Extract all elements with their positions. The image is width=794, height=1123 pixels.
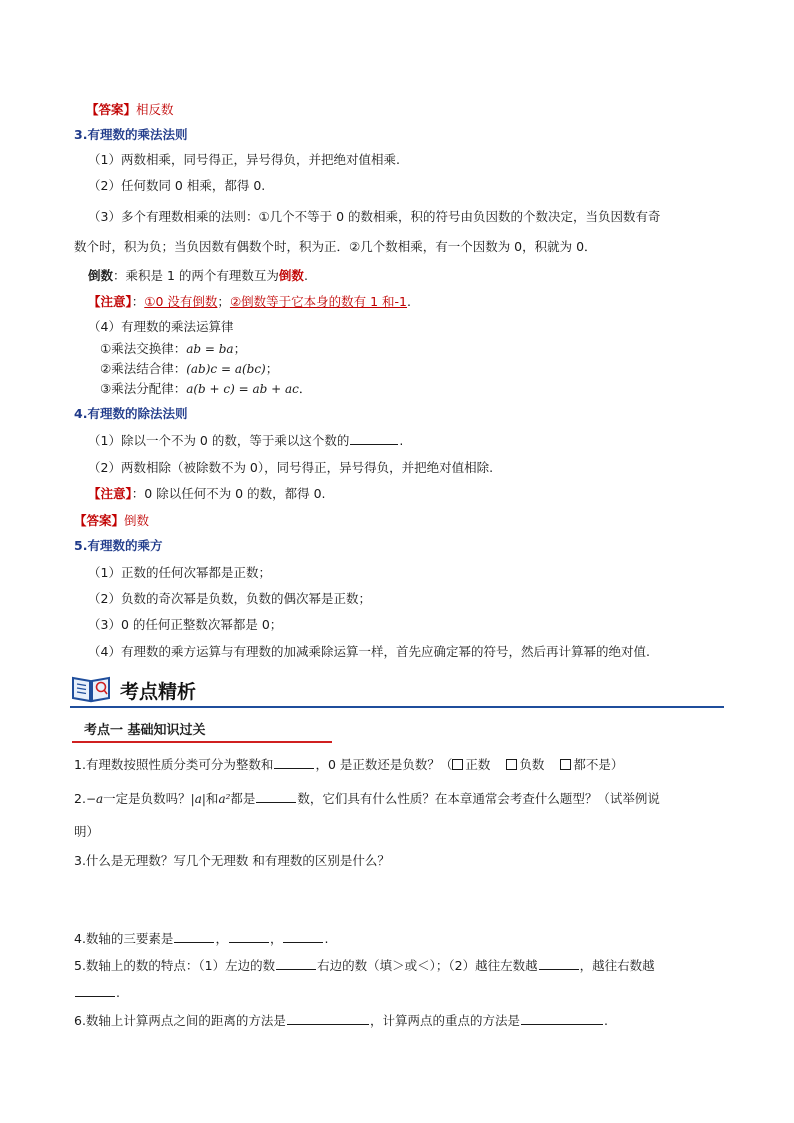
punct: ； [233,341,247,356]
note-text: ：0 除以任何不为 0 的数，都得 0. [131,486,326,501]
punct: . [603,1013,608,1028]
punct: ， [215,931,228,946]
note-line-1 [88,293,411,311]
option-label: 正数 [465,757,491,772]
question-1 [74,756,623,774]
question-2 [74,790,660,808]
note-point-1: ①0 没有倒数 [144,294,218,309]
punct: ； [217,294,230,309]
text: 一定是负数吗？ [103,791,191,806]
punct: . [116,985,120,1000]
answer-line-1 [86,101,174,119]
law-distributive [100,380,311,398]
section-title-division: 4.有理数的除法法则 [74,406,188,421]
fill-blank[interactable] [283,930,323,943]
section-header [70,672,724,708]
book-icon [70,672,112,704]
text-line: （2）任何数同 0 相乘，都得 0. [88,178,266,193]
text: 2. [74,791,86,806]
punct: ； [265,361,279,376]
text: 都是 [230,791,256,806]
punct: . [303,268,308,283]
text: 6.数轴上计算两点之间的距离的方法是 [74,1013,286,1028]
section-title-power: 5.有理数的乘方 [74,538,163,553]
fill-blank[interactable] [539,957,579,970]
section-title-multiplication: 3.有理数的乘法法则 [74,127,188,142]
checkbox-negative[interactable] [506,759,517,770]
fill-blank[interactable] [287,1012,369,1025]
text: 5.数轴上的数的特点：（1）左边的数 [74,958,276,973]
fill-blank[interactable] [256,790,296,803]
law-commutative [100,340,246,358]
law-label: ③乘法分配律： [100,381,187,396]
text: 和 [205,791,219,806]
reciprocal-term: 倒数 [278,268,304,283]
answer-tag: 【答案】 [74,513,125,528]
note-line-2 [88,485,326,503]
fill-blank[interactable] [174,930,214,943]
formula-a-squared: a² [218,792,231,806]
punct: . [399,433,404,448]
text: 4.数轴的三要素是 [74,931,174,946]
section-header-title: 考点精析 [120,681,197,703]
question-4 [74,930,328,948]
text-line: （4）有理数的乘法运算律 [88,319,234,334]
question-3: 3.什么是无理数？写几个无理数 和有理数的区别是什么？ [74,853,390,868]
fill-blank[interactable] [229,930,269,943]
reciprocal-text: ：乘积是 1 的两个有理数互为 [113,268,279,283]
text-line: （1）正数的任何次幂都是正数； [88,565,271,580]
law-associative [100,360,278,378]
text-line: （4）有理数的乘方运算与有理数的加减乘除运算一样，首先应确定幂的符号，然后再计算幂的绝对值. [88,644,650,659]
text-line: （3）0 的任何正整数次幂都是 0； [88,617,283,632]
fill-blank[interactable] [75,984,115,997]
fill-blank[interactable] [350,432,398,445]
fill-blank[interactable] [276,957,316,970]
text-line-with-blank [88,432,403,450]
note-tag: 【注意】 [88,294,132,309]
text: 数，它们具有什么性质？在本章通常会考查什么题型？（试举例说 [297,791,660,806]
punct: . [407,294,411,309]
formula: a(b + c) = ab + ac [186,382,299,396]
note-point-2: ②倒数等于它本身的数有 1 和-1 [229,294,408,309]
answer-text: 倒数 [124,513,150,528]
text-line: （2）两数相除（被除数不为 0），同号得正，异号得负，并把绝对值相除. [88,460,494,475]
punct: ， [269,931,283,946]
answer-text: 相反数 [136,102,174,117]
answer-tag: 【答案】 [86,102,137,117]
formula-abs-a: |a| [190,792,206,806]
question-5 [74,957,655,975]
question-5-cont [74,984,120,1002]
note-tag: 【注意】 [88,486,132,501]
law-label: ①乘法交换律： [100,341,187,356]
text-line: （2）负数的奇次幂是负数，负数的偶次幂是正数； [88,591,371,606]
checkbox-positive[interactable] [452,759,463,770]
punct: ） [610,757,624,772]
text: ，越往右数越 [579,958,655,973]
formula: ab = ba [186,342,234,356]
text-line: 数个时，积为负；当负因数有偶数个时，积为正．②几个数相乘，有一个因数为 0，积就为 0． [74,239,597,254]
punct: ： [131,294,145,309]
sub-header-title: 考点一 基础知识过关 [84,723,206,738]
punct: . [324,931,329,946]
reciprocal-definition [88,267,308,285]
fill-blank[interactable] [274,756,314,769]
text: ，0 是正数还是负数？（ [315,757,453,772]
question-6 [74,1012,608,1030]
reciprocal-label: 倒数 [88,268,114,283]
text: 右边的数（填＞或＜）；（2）越往左数越 [317,958,538,973]
section-header-rule [70,706,724,708]
formula-neg-a: −a [85,792,104,806]
law-label: ②乘法结合律： [100,361,187,376]
option-label: 负数 [519,757,545,772]
sub-header [72,717,332,743]
text-line: （3）多个有理数相乘的法则：①几个不等于 0 的数相乘，积的符号由负因数的个数决定，当负因数有奇 [88,209,661,224]
fill-blank[interactable] [521,1012,603,1025]
text-line: （1）两数相乘，同号得正，异号得负，并把绝对值相乘. [88,152,400,167]
checkbox-neither[interactable] [560,759,571,770]
formula: (ab)c = a(bc) [186,362,266,376]
answer-line-2 [74,512,149,530]
question-2-cont: 明） [74,824,100,839]
option-label: 都不是 [573,757,611,772]
text: 1.有理数按照性质分类可分为整数和 [74,757,274,772]
punct: ． [298,381,312,396]
sub-header-rule [72,741,332,743]
text: （1）除以一个不为 0 的数，等于乘以这个数的 [88,433,350,448]
text: ，计算两点的重点的方法是 [369,1013,520,1028]
